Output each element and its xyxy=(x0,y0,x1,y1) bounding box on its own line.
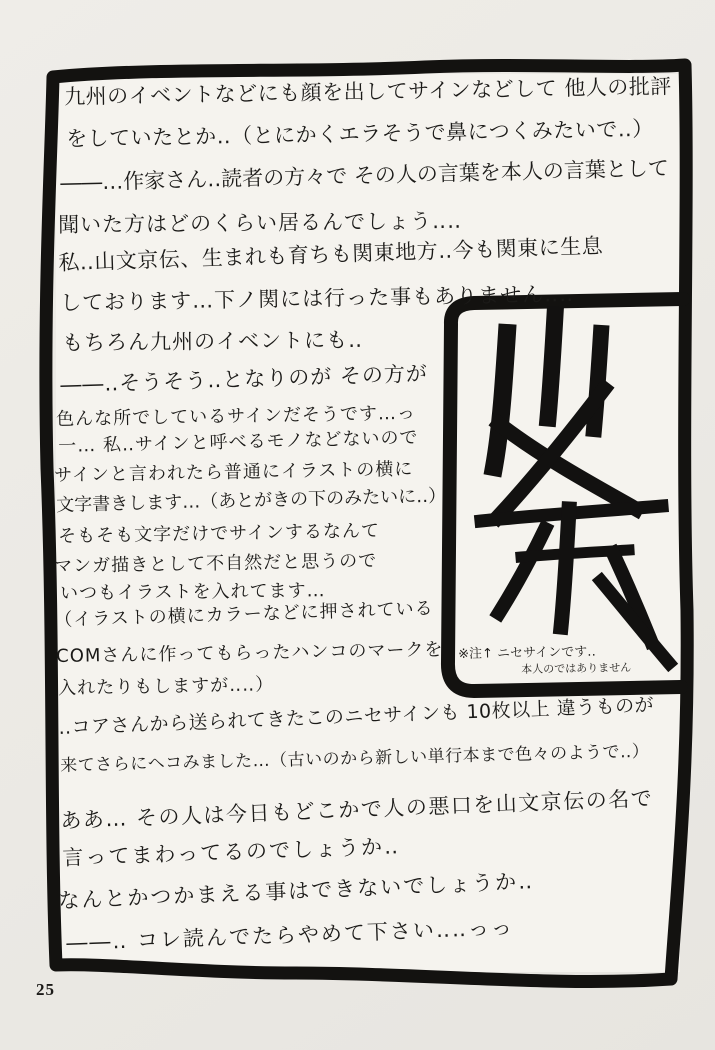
handwritten-line: 言ってまわってるのでしょうか‥ xyxy=(61,834,401,870)
handwritten-line: 来てさらにヘコみました…（古いのから新しい単行本まで色々のようで‥） xyxy=(59,741,650,776)
handwritten-line: 一… 私‥サインと呼べるモノなどないので xyxy=(57,427,419,457)
handwritten-line: ああ… その人は今日もどこかで人の悪口を山文京伝の名で xyxy=(59,786,654,833)
handwritten-line: 文字書きします…（あとがきの下のみたいに‥） xyxy=(55,485,447,516)
handwritten-line: いつもイラストを入れてます… xyxy=(59,580,326,604)
handwritten-line: ――…作家さん‥読者の方々で その人の言葉を本人の言葉として xyxy=(59,156,670,195)
handwritten-line: なんとかつかまえる事はできないでしょうか‥ xyxy=(57,869,535,913)
handwritten-line: 色んな所でしているサインだそうです…っ xyxy=(55,402,417,430)
handwritten-line: サインと言われたら普通にイラストの横に xyxy=(53,458,414,486)
handwritten-line: ――‥そうそう‥となりのが その方が xyxy=(59,361,429,397)
handwritten-line: をしていたとか‥（とにかくエラそうで鼻につくみたいで‥） xyxy=(65,116,654,151)
handwritten-line: ――‥ コレ読んでたらやめて下さい‥‥っっ xyxy=(65,915,515,955)
signature-note-top: ※注↑ ニセサインです‥ xyxy=(458,644,596,662)
page-number: 25 xyxy=(36,980,55,999)
signature-note-bottom: 本人のではありません xyxy=(521,661,632,676)
handwritten-line: COMさんに作ってもらったハンコのマークを xyxy=(55,639,444,667)
handwritten-line: もちろん九州のイベントにも‥ xyxy=(61,327,364,355)
handwritten-line: マンガ描きとして不自然だと思うので xyxy=(53,550,378,577)
handwritten-line: 聞いた方はどのくらい居るんでしょう‥‥ xyxy=(57,208,463,237)
handwritten-line: ‥コアさんから送られてきたこのニセサインも 10枚以上 違うものが xyxy=(57,694,655,739)
handwritten-line: 入れたりもしますが‥‥） xyxy=(57,674,275,699)
handwritten-line: （イラストの横にカラーなどに押されている xyxy=(53,598,434,631)
handwritten-line: 九州のイベントなどにも顔を出してサインなどして 他人の批評 xyxy=(63,74,673,109)
handwritten-line: 私‥山文京伝、生まれも育ちも関東地方‥今も関東に生息 xyxy=(57,233,604,275)
handwritten-line: そもそも文字だけでサインするなんて xyxy=(57,520,381,547)
handwritten-line: しております…下ノ関には行った事もありません‥‥ xyxy=(59,282,575,315)
